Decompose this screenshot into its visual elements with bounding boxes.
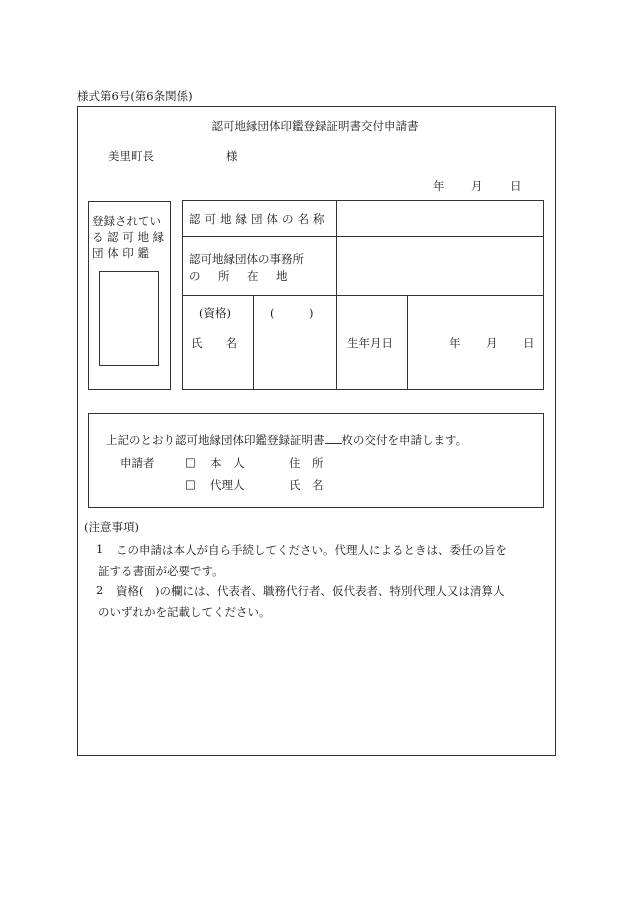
representative-name-field[interactable] [254, 322, 336, 389]
note-1-line-2: 証する書面が必要です。 [98, 564, 224, 578]
group-name-label: 認可地縁団体の名称 [189, 212, 329, 226]
request-sentence-start: 上記のとおり認可地縁団体印鑑登録証明書 [106, 433, 325, 447]
applicant-label: 申請者 [120, 456, 155, 470]
birth-year-label: 年 [449, 336, 461, 350]
proxy-option-label: 代理人 [210, 478, 245, 492]
form-number-label: 様式第6号(第6条関係) [77, 89, 193, 103]
self-checkbox[interactable]: □ [185, 455, 196, 469]
birth-month-label: 月 [486, 336, 498, 350]
date-day-label: 日 [510, 179, 522, 193]
name-label: 氏 名 [289, 478, 324, 492]
certificate-count-field[interactable] [325, 431, 342, 444]
representative-name-label: 氏 名 [191, 336, 237, 350]
note-1-number: 1 [96, 542, 104, 556]
office-address-label-1: 認可地縁団体の事務所 [189, 252, 304, 266]
note-2-line-2: のいずれかを記載してください。 [98, 605, 271, 619]
seal-stamp-area[interactable] [99, 271, 159, 366]
request-sentence-end: 枚の交付を申請します。 [341, 433, 468, 447]
proxy-checkbox[interactable]: □ [185, 477, 196, 491]
qualification-label: (資格) [199, 306, 231, 320]
request-sentence [106, 431, 467, 448]
birth-day-label: 日 [523, 336, 535, 350]
date-month-label: 月 [471, 179, 483, 193]
address-label: 住 所 [289, 456, 324, 470]
form-title: 認可地縁団体印鑑登録証明書交付申請書 [211, 119, 419, 133]
self-option-label: 本 人 [210, 456, 245, 470]
note-2-number: 2 [96, 583, 104, 597]
note-2-line-1: 資格( )の欄には、代表者、職務代行者、仮代表者、特別代理人又は清算人 [116, 584, 505, 598]
table-rule [182, 295, 544, 296]
seal-box-label-2: る 認 可 地 縁 [92, 230, 165, 244]
birthdate-label: 生年月日 [347, 336, 393, 350]
notes-heading: (注意事項) [84, 520, 139, 534]
table-rule [407, 295, 408, 390]
date-year-label: 年 [433, 179, 445, 193]
addressee-office: 美里町長 [108, 149, 154, 163]
addressee-honorific: 様 [226, 149, 238, 163]
qualification-field[interactable]: ( ) [270, 306, 314, 320]
seal-box-label-1: 登録されてい [92, 214, 161, 228]
office-address-label-2: の 所 在 地 [189, 269, 291, 283]
group-name-field[interactable] [337, 201, 543, 236]
note-1-line-1: この申請は本人が自ら手続してください。代理人によるときは、委任の旨を [116, 543, 507, 557]
office-address-field[interactable] [337, 237, 543, 295]
seal-box-label-3: 団 体 印 鑑 [92, 246, 149, 260]
